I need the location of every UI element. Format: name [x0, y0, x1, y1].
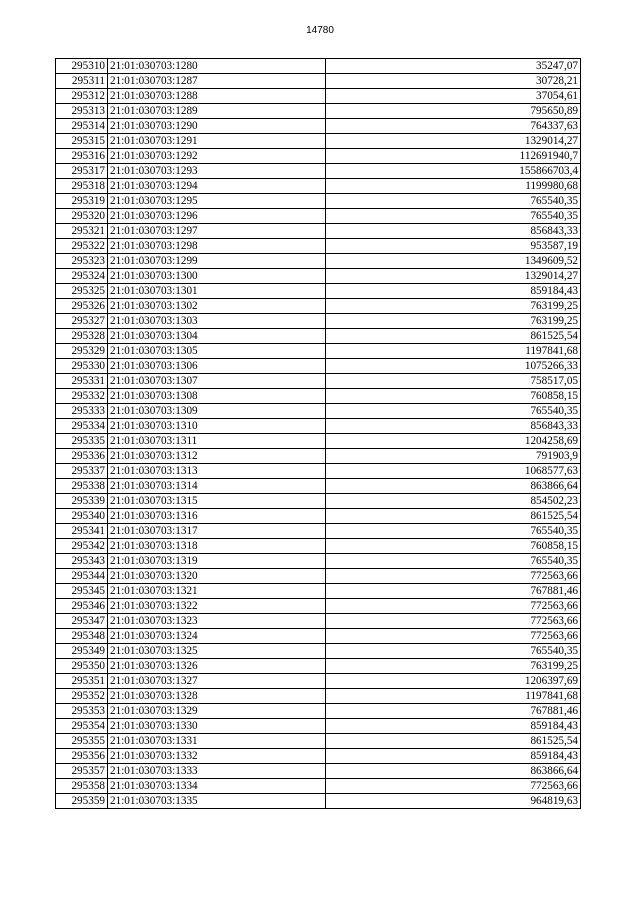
- cadastral-value-cell: 1204258,69: [326, 434, 581, 449]
- row-number-cell: 295310: [56, 59, 108, 74]
- cadastral-value-cell: 767881,46: [326, 584, 581, 599]
- cadastral-number-cell: 21:01:030703:1323: [108, 614, 326, 629]
- row-number-cell: 295323: [56, 254, 108, 269]
- row-number-cell: 295358: [56, 779, 108, 794]
- row-number-cell: 295345: [56, 584, 108, 599]
- row-number-cell: 295326: [56, 299, 108, 314]
- table-row: [56, 449, 581, 464]
- cadastral-number-cell: 21:01:030703:1306: [108, 359, 326, 374]
- cadastral-value-cell: 1349609,52: [326, 254, 581, 269]
- row-number-cell: 295356: [56, 749, 108, 764]
- row-number-cell: 295351: [56, 674, 108, 689]
- cadastral-value-cell: 772563,66: [326, 629, 581, 644]
- row-number-cell: 295348: [56, 629, 108, 644]
- cadastral-value-cell: 763199,25: [326, 659, 581, 674]
- row-number-cell: 295329: [56, 344, 108, 359]
- table-row: [56, 554, 581, 569]
- cadastral-number-cell: 21:01:030703:1322: [108, 599, 326, 614]
- cadastral-number-cell: 21:01:030703:1331: [108, 734, 326, 749]
- row-number-cell: 295344: [56, 569, 108, 584]
- table-row: [56, 269, 581, 284]
- row-number-cell: 295337: [56, 464, 108, 479]
- table-row: [56, 719, 581, 734]
- table-row: [56, 284, 581, 299]
- table-row: [56, 164, 581, 179]
- cadastral-value-cell: 861525,54: [326, 509, 581, 524]
- cadastral-value-cell: 1197841,68: [326, 689, 581, 704]
- table-row: [56, 539, 581, 554]
- row-number-cell: 295319: [56, 194, 108, 209]
- table-row: [56, 119, 581, 134]
- table-row: [56, 209, 581, 224]
- cadastral-value-cell: 859184,43: [326, 284, 581, 299]
- cadastral-number-cell: 21:01:030703:1287: [108, 74, 326, 89]
- cadastral-number-cell: 21:01:030703:1317: [108, 524, 326, 539]
- table-row: [56, 344, 581, 359]
- row-number-cell: 295341: [56, 524, 108, 539]
- cadastral-value-cell: 763199,25: [326, 299, 581, 314]
- cadastral-value-cell: 863866,64: [326, 479, 581, 494]
- table-row: [56, 599, 581, 614]
- cadastral-value-cell: 1206397,69: [326, 674, 581, 689]
- cadastral-number-cell: 21:01:030703:1335: [108, 794, 326, 809]
- row-number-cell: 295346: [56, 599, 108, 614]
- table-row: [56, 179, 581, 194]
- row-number-cell: 295327: [56, 314, 108, 329]
- cadastral-value-cell: 953587,19: [326, 239, 581, 254]
- row-number-cell: 295312: [56, 89, 108, 104]
- cadastral-value-cell: 1329014,27: [326, 134, 581, 149]
- cadastral-number-cell: 21:01:030703:1308: [108, 389, 326, 404]
- row-number-cell: 295355: [56, 734, 108, 749]
- cadastral-value-cell: 795650,89: [326, 104, 581, 119]
- row-number-cell: 295332: [56, 389, 108, 404]
- cadastral-number-cell: 21:01:030703:1297: [108, 224, 326, 239]
- table-row: [56, 224, 581, 239]
- table-row: [56, 59, 581, 74]
- row-number-cell: 295320: [56, 209, 108, 224]
- cadastral-number-cell: 21:01:030703:1305: [108, 344, 326, 359]
- cadastral-number-cell: 21:01:030703:1293: [108, 164, 326, 179]
- cadastral-number-cell: 21:01:030703:1332: [108, 749, 326, 764]
- table-row: [56, 314, 581, 329]
- cadastral-number-cell: 21:01:030703:1314: [108, 479, 326, 494]
- cadastral-value-cell: 856843,33: [326, 224, 581, 239]
- table-row: [56, 419, 581, 434]
- cadastral-number-cell: 21:01:030703:1324: [108, 629, 326, 644]
- cadastral-value-cell: 861525,54: [326, 734, 581, 749]
- cadastral-value-cell: 767881,46: [326, 704, 581, 719]
- cadastral-number-cell: 21:01:030703:1309: [108, 404, 326, 419]
- cadastral-value-cell: 765540,35: [326, 644, 581, 659]
- cadastral-value-cell: 765540,35: [326, 524, 581, 539]
- cadastral-number-cell: 21:01:030703:1307: [108, 374, 326, 389]
- cadastral-number-cell: 21:01:030703:1319: [108, 554, 326, 569]
- cadastral-value-cell: 859184,43: [326, 719, 581, 734]
- table-body: [56, 59, 581, 809]
- row-number-cell: 295331: [56, 374, 108, 389]
- cadastral-number-cell: 21:01:030703:1328: [108, 689, 326, 704]
- cadastral-value-cell: 772563,66: [326, 599, 581, 614]
- row-number-cell: 295353: [56, 704, 108, 719]
- table-row: [56, 464, 581, 479]
- cadastral-value-cell: 1075266,33: [326, 359, 581, 374]
- cadastral-number-cell: 21:01:030703:1316: [108, 509, 326, 524]
- cadastral-number-cell: 21:01:030703:1296: [108, 209, 326, 224]
- cadastral-value-cell: 861525,54: [326, 329, 581, 344]
- cadastral-number-cell: 21:01:030703:1311: [108, 434, 326, 449]
- cadastral-value-cell: 763199,25: [326, 314, 581, 329]
- cadastral-number-cell: 21:01:030703:1299: [108, 254, 326, 269]
- cadastral-number-cell: 21:01:030703:1334: [108, 779, 326, 794]
- cadastral-number-cell: 21:01:030703:1315: [108, 494, 326, 509]
- row-number-cell: 295330: [56, 359, 108, 374]
- cadastral-value-cell: 112691940,7: [326, 149, 581, 164]
- cadastral-number-cell: 21:01:030703:1310: [108, 419, 326, 434]
- cadastral-number-cell: 21:01:030703:1313: [108, 464, 326, 479]
- page-number: 14780: [306, 25, 334, 36]
- cadastral-value-cell: 35247,07: [326, 59, 581, 74]
- table-row: [56, 614, 581, 629]
- row-number-cell: 295347: [56, 614, 108, 629]
- table-row: [56, 794, 581, 809]
- cadastral-number-cell: 21:01:030703:1333: [108, 764, 326, 779]
- table-row: [56, 584, 581, 599]
- table-row: [56, 104, 581, 119]
- table-row: [56, 89, 581, 104]
- cadastral-value-cell: 1068577,63: [326, 464, 581, 479]
- table-row: [56, 734, 581, 749]
- row-number-cell: 295316: [56, 149, 108, 164]
- table-row: [56, 509, 581, 524]
- cadastral-number-cell: 21:01:030703:1325: [108, 644, 326, 659]
- row-number-cell: 295352: [56, 689, 108, 704]
- table-row: [56, 644, 581, 659]
- table-row: [56, 239, 581, 254]
- row-number-cell: 295315: [56, 134, 108, 149]
- row-number-cell: 295334: [56, 419, 108, 434]
- row-number-cell: 295314: [56, 119, 108, 134]
- cadastral-value-cell: 772563,66: [326, 569, 581, 584]
- cadastral-number-cell: 21:01:030703:1330: [108, 719, 326, 734]
- cadastral-number-cell: 21:01:030703:1295: [108, 194, 326, 209]
- cadastral-number-cell: 21:01:030703:1327: [108, 674, 326, 689]
- row-number-cell: 295328: [56, 329, 108, 344]
- cadastral-number-cell: 21:01:030703:1302: [108, 299, 326, 314]
- table-row: [56, 149, 581, 164]
- cadastral-number-cell: 21:01:030703:1288: [108, 89, 326, 104]
- cadastral-number-cell: 21:01:030703:1312: [108, 449, 326, 464]
- cadastral-value-cell: 863866,64: [326, 764, 581, 779]
- row-number-cell: 295349: [56, 644, 108, 659]
- table-row: [56, 479, 581, 494]
- cadastral-number-cell: 21:01:030703:1320: [108, 569, 326, 584]
- table-row: [56, 749, 581, 764]
- cadastral-value-cell: 765540,35: [326, 209, 581, 224]
- table-row: [56, 674, 581, 689]
- cadastral-number-cell: 21:01:030703:1298: [108, 239, 326, 254]
- cadastral-number-cell: 21:01:030703:1290: [108, 119, 326, 134]
- row-number-cell: 295335: [56, 434, 108, 449]
- cadastral-value-cell: 37054,61: [326, 89, 581, 104]
- cadastral-number-cell: 21:01:030703:1321: [108, 584, 326, 599]
- cadastral-number-cell: 21:01:030703:1280: [108, 59, 326, 74]
- cadastral-value-cell: 772563,66: [326, 614, 581, 629]
- table-row: [56, 404, 581, 419]
- cadastral-value-cell: 854502,23: [326, 494, 581, 509]
- table-row: [56, 374, 581, 389]
- cadastral-number-cell: 21:01:030703:1291: [108, 134, 326, 149]
- table-row: [56, 254, 581, 269]
- cadastral-value-cell: 791903,9: [326, 449, 581, 464]
- table-row: [56, 779, 581, 794]
- row-number-cell: 295311: [56, 74, 108, 89]
- row-number-cell: 295343: [56, 554, 108, 569]
- table-row: [56, 434, 581, 449]
- row-number-cell: 295324: [56, 269, 108, 284]
- table-row: [56, 689, 581, 704]
- row-number-cell: 295321: [56, 224, 108, 239]
- table-row: [56, 329, 581, 344]
- row-number-cell: 295317: [56, 164, 108, 179]
- table-row: [56, 74, 581, 89]
- cadastral-value-cell: 964819,63: [326, 794, 581, 809]
- table-row: [56, 704, 581, 719]
- table-row: [56, 764, 581, 779]
- row-number-cell: 295322: [56, 239, 108, 254]
- row-number-cell: 295354: [56, 719, 108, 734]
- row-number-cell: 295318: [56, 179, 108, 194]
- table-row: [56, 134, 581, 149]
- cadastral-value-cell: 760858,15: [326, 539, 581, 554]
- cadastral-value-cell: 760858,15: [326, 389, 581, 404]
- row-number-cell: 295333: [56, 404, 108, 419]
- cadastral-number-cell: 21:01:030703:1326: [108, 659, 326, 674]
- cadastral-value-cell: 1329014,27: [326, 269, 581, 284]
- table-row: [56, 659, 581, 674]
- cadastral-number-cell: 21:01:030703:1318: [108, 539, 326, 554]
- cadastral-number-cell: 21:01:030703:1301: [108, 284, 326, 299]
- cadastral-number-cell: 21:01:030703:1303: [108, 314, 326, 329]
- row-number-cell: 295350: [56, 659, 108, 674]
- table-row: [56, 194, 581, 209]
- table-row: [56, 389, 581, 404]
- cadastral-value-cell: 856843,33: [326, 419, 581, 434]
- cadastral-value-cell: 772563,66: [326, 779, 581, 794]
- cadastral-number-cell: 21:01:030703:1294: [108, 179, 326, 194]
- cadastral-value-cell: 765540,35: [326, 194, 581, 209]
- cadastral-value-cell: 765540,35: [326, 404, 581, 419]
- cadastral-value-cell: 758517,05: [326, 374, 581, 389]
- cadastral-value-cell: 765540,35: [326, 554, 581, 569]
- cadastral-number-cell: 21:01:030703:1292: [108, 149, 326, 164]
- table-row: [56, 569, 581, 584]
- row-number-cell: 295338: [56, 479, 108, 494]
- row-number-cell: 295339: [56, 494, 108, 509]
- table-row: [56, 524, 581, 539]
- cadastral-value-table: [55, 58, 581, 809]
- table-row: [56, 299, 581, 314]
- row-number-cell: 295359: [56, 794, 108, 809]
- table-row: [56, 494, 581, 509]
- cadastral-number-cell: 21:01:030703:1300: [108, 269, 326, 284]
- row-number-cell: 295313: [56, 104, 108, 119]
- row-number-cell: 295340: [56, 509, 108, 524]
- cadastral-value-cell: 859184,43: [326, 749, 581, 764]
- cadastral-value-cell: 1199980,68: [326, 179, 581, 194]
- row-number-cell: 295336: [56, 449, 108, 464]
- row-number-cell: 295325: [56, 284, 108, 299]
- cadastral-value-cell: 155866703,4: [326, 164, 581, 179]
- cadastral-number-cell: 21:01:030703:1304: [108, 329, 326, 344]
- row-number-cell: 295357: [56, 764, 108, 779]
- table-row: [56, 629, 581, 644]
- cadastral-value-cell: 764337,63: [326, 119, 581, 134]
- cadastral-value-cell: 30728,21: [326, 74, 581, 89]
- cadastral-number-cell: 21:01:030703:1289: [108, 104, 326, 119]
- row-number-cell: 295342: [56, 539, 108, 554]
- table-row: [56, 359, 581, 374]
- cadastral-value-cell: 1197841,68: [326, 344, 581, 359]
- cadastral-number-cell: 21:01:030703:1329: [108, 704, 326, 719]
